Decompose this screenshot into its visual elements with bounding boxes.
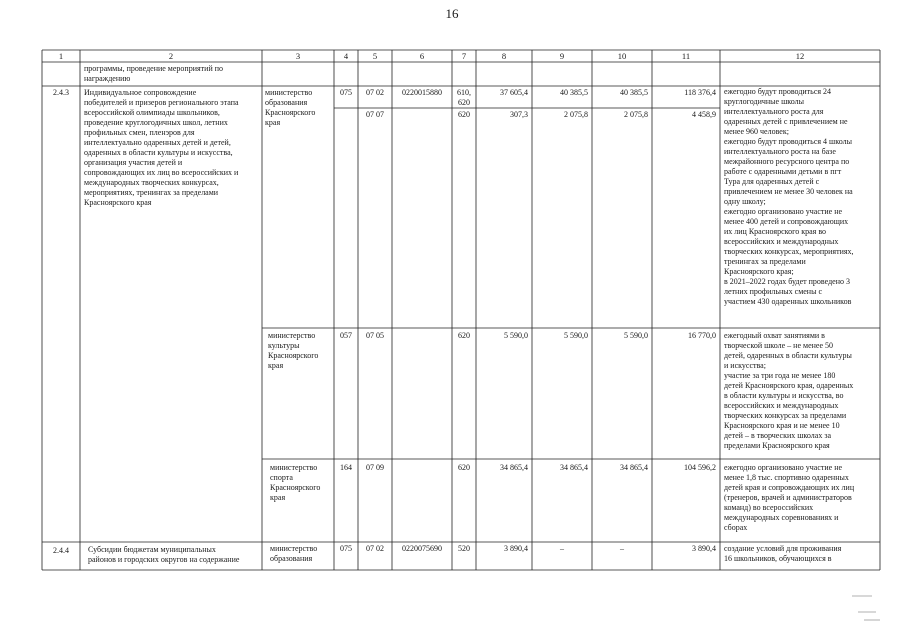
row-description-line: Индивидуальное сопровождение <box>84 88 197 97</box>
amount-cell: 16 770,0 <box>688 331 716 340</box>
result-line: ежегодно будут проводиться 24 <box>724 87 832 96</box>
ministry-line: министерство <box>270 544 318 553</box>
amount-cell: – <box>560 544 564 553</box>
result-line: участие за три года не менее 180 <box>724 371 836 380</box>
amount-cell: 307,3 <box>510 110 528 119</box>
row-description-line: районов и городских округов на содержание <box>88 555 240 564</box>
amount-cell: – <box>620 544 624 553</box>
result-line: одаренных детей с привлечением не <box>724 117 848 126</box>
amount-cell: 5 590,0 <box>564 331 588 340</box>
row-description-line: победителей и призеров регионального этапа <box>84 98 239 107</box>
expense-type: 620 <box>458 110 470 119</box>
ministry-line: края <box>268 361 284 370</box>
section-code: 07 09 <box>366 463 384 472</box>
result-line: работе с одаренными детьми в пгт <box>724 167 842 176</box>
header-cell: 3 <box>295 51 301 61</box>
result-line: (тренеров, врачей и администраторов <box>724 493 852 502</box>
amount-cell: 34 865,4 <box>500 463 528 472</box>
ministry-line: спорта <box>270 473 293 482</box>
result-line: всероссийских и международных <box>724 401 839 410</box>
expense-type: 620 <box>458 98 470 107</box>
page-number: 16 <box>445 6 459 21</box>
result-line: их лиц Красноярского края во <box>724 227 827 236</box>
result-line: тренингах за пределами <box>724 257 806 266</box>
ministry-line: образования <box>270 554 313 563</box>
target-article-code: 0220075690 <box>402 544 442 553</box>
result-line: творческой школе – не менее 50 <box>724 341 834 350</box>
ministry-line: министерство <box>268 331 316 340</box>
result-line: менее 960 человек; <box>724 127 789 136</box>
row-description-line: интеллектуально одаренных детей и детей, <box>84 138 231 147</box>
section-code: 07 02 <box>366 544 384 553</box>
result-line: ежегодно будут проводиться 4 школы <box>724 137 852 146</box>
result-line: Красноярского края и не менее 10 <box>724 421 840 430</box>
ministry-line: Красноярского <box>270 483 321 492</box>
result-line: пределами Красноярского края <box>724 441 830 450</box>
budget-code: 075 <box>340 88 352 97</box>
amount-cell: 34 865,4 <box>620 463 648 472</box>
header-cell: 6 <box>419 51 425 61</box>
row-description-line: международных творческих конкурсах, <box>84 178 219 187</box>
header-cell: 2 <box>168 51 174 61</box>
result-line: Красноярского края; <box>724 267 794 276</box>
result-line: создание условий для проживания <box>724 544 842 553</box>
amount-cell: 4 458,9 <box>692 110 716 119</box>
amount-cell: 104 596,2 <box>684 463 716 472</box>
result-line: всероссийских и международных <box>724 237 839 246</box>
header-cell: 9 <box>559 51 565 61</box>
result-line: менее 1,8 тыс. спортивно одаренных <box>724 473 849 482</box>
header-cell: 1 <box>58 51 64 61</box>
ministry-line: Красноярского <box>268 351 319 360</box>
result-line: интеллектуального роста на базе <box>724 147 836 156</box>
row-description-line: Красноярского края <box>84 198 152 207</box>
result-line: сборах <box>724 523 748 532</box>
result-line: летних профильных смены с <box>724 287 823 296</box>
amount-cell: 5 590,0 <box>624 331 648 340</box>
row-description-line: всероссийской олимпиады школьников, <box>84 108 220 117</box>
result-line: в области культуры и искусства, во <box>724 391 844 400</box>
budget-code: 057 <box>340 331 352 340</box>
result-line: в 2021–2022 годах будет проведено 3 <box>724 277 850 286</box>
header-cell: 8 <box>501 51 507 61</box>
section-code: 07 05 <box>366 331 384 340</box>
expense-type: 520 <box>458 544 470 553</box>
target-article-code: 0220015880 <box>402 88 442 97</box>
result-line: ежегодный охват занятиями в <box>724 331 825 340</box>
ministry-line: министерство <box>270 463 318 472</box>
continuation-line: награждению <box>84 74 131 83</box>
amount-cell: 37 605,4 <box>500 88 528 97</box>
header-cell: 7 <box>461 51 467 61</box>
section-code: 07 02 <box>366 88 384 97</box>
result-line: творческих конкурсах за пределами <box>724 411 847 420</box>
amount-cell: 2 075,8 <box>564 110 588 119</box>
result-line: ежегодно организовано участие не <box>724 463 843 472</box>
continuation-line: программы, проведение мероприятий по <box>84 64 223 73</box>
amount-cell: 3 890,4 <box>504 544 528 553</box>
row-description-line: Субсидии бюджетам муниципальных <box>88 545 216 554</box>
ministry-line: образования <box>265 98 308 107</box>
budget-code: 164 <box>340 463 352 472</box>
amount-cell: 118 376,4 <box>684 88 716 97</box>
header-cell: 11 <box>681 51 691 61</box>
ministry-line: края <box>265 118 281 127</box>
result-line: одну школу; <box>724 197 766 206</box>
amount-cell: 34 865,4 <box>560 463 588 472</box>
section-code: 07 07 <box>366 110 384 119</box>
row-description-line: мероприятиях, тренингах за пределами <box>84 188 219 197</box>
result-line: детей – в творческих школах за <box>724 431 832 440</box>
result-line: менее 400 детей и сопровождающих <box>724 217 849 226</box>
result-line: Тура для одаренных детей с <box>724 177 820 186</box>
result-line: привлечением не менее 30 человек на <box>724 187 853 196</box>
header-cell: 10 <box>617 51 627 61</box>
header-cell: 12 <box>795 51 805 61</box>
budget-code: 075 <box>340 544 352 553</box>
result-line: детей, одаренных в области культуры <box>724 351 852 360</box>
amount-cell: 5 590,0 <box>504 331 528 340</box>
row-description-line: профильных смен, пленэров для <box>84 128 195 137</box>
row-description-line: сопровождающих их лиц во всероссийских и <box>84 168 239 177</box>
row-description-line: организация участия детей и <box>84 158 183 167</box>
header-cell: 5 <box>372 51 378 61</box>
result-line: международных соревнованиях и <box>724 513 839 522</box>
result-line: ежегодно организовано участие не <box>724 207 843 216</box>
amount-cell: 40 385,5 <box>560 88 588 97</box>
expense-type: 610, <box>457 88 471 97</box>
row-description-line: проведение круглогодичных школ, летних <box>84 118 228 127</box>
ministry-line: культуры <box>268 341 300 350</box>
result-line: творческих конкурсах, мероприятиях, <box>724 247 854 256</box>
result-line: и искусства; <box>724 361 766 370</box>
amount-cell: 3 890,4 <box>692 544 716 553</box>
result-line: межрайонного ресурсного центра по <box>724 157 850 166</box>
ministry-line: Красноярского <box>265 108 316 117</box>
row-number: 2.4.4 <box>53 546 69 555</box>
row-description-line: одаренных в области культуры и искусства, <box>84 148 233 157</box>
ministry-line: края <box>270 493 286 502</box>
ministry-line: министерство <box>265 88 313 97</box>
row-number: 2.4.3 <box>53 88 69 97</box>
result-line: детей Красноярского края, одаренных <box>724 381 854 390</box>
result-line: детей края и сопровождающих их лиц <box>724 483 855 492</box>
expense-type: 620 <box>458 331 470 340</box>
result-line: участием 430 одаренных школьников <box>724 297 852 306</box>
expense-type: 620 <box>458 463 470 472</box>
result-line: команд) во всероссийских <box>724 503 814 512</box>
amount-cell: 2 075,8 <box>624 110 648 119</box>
amount-cell: 40 385,5 <box>620 88 648 97</box>
header-cell: 4 <box>343 51 349 61</box>
result-line: круглогодичные школы <box>724 97 804 106</box>
result-line: 16 школьников, обучающихся в <box>724 554 832 563</box>
result-line: интеллектуального роста для <box>724 107 824 116</box>
